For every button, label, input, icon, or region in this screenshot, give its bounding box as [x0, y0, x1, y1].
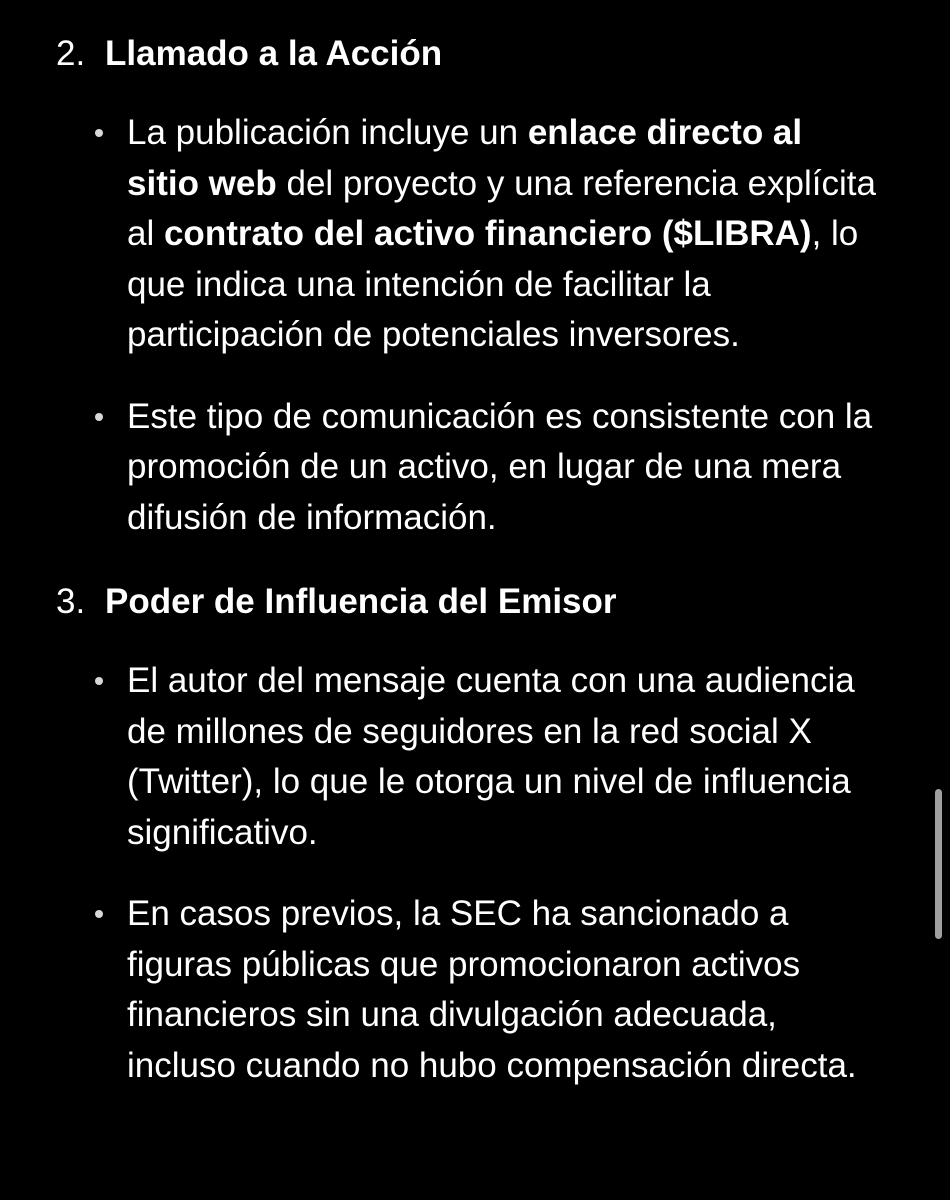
bullet-list [0, 108, 950, 543]
section-heading [0, 574, 950, 629]
text-segment: Este tipo de comunicación es consistente con la promoción de un activo, en lugar de una mera difusión de información. [127, 396, 873, 537]
list-item [0, 108, 950, 361]
bullet-text [127, 894, 857, 1085]
bullet-icon [95, 129, 103, 137]
document-content [0, 26, 950, 1122]
section-number: 3. [56, 582, 86, 621]
list-item [0, 889, 950, 1091]
section-heading [0, 26, 950, 81]
list-item [0, 656, 950, 858]
bold-segment: enlace directo al sitio web [127, 113, 803, 203]
text-segment: La publicación incluye un [127, 113, 528, 152]
bullet-icon [95, 677, 103, 685]
text-segment: del proyecto y una referencia explícita al [127, 163, 876, 253]
bullet-list [0, 656, 950, 1091]
text-segment: En casos previos, la SEC ha sancionado a figuras públicas que promocionaron activos financieros sin una divulgación adecuada, incluso cuando no hubo compensación directa. [127, 894, 857, 1085]
list-item [0, 392, 950, 544]
bold-segment: contrato del activo financiero ($LIBRA) [163, 214, 812, 253]
section-title: Poder de Influencia del Emisor [105, 582, 617, 621]
section-title: Llamado a la Acción [105, 34, 443, 73]
text-segment: El autor del mensaje cuenta con una audiencia de millones de seguidores en la red social X (Twitter), lo que le otorga un nivel de influencia significativo. [127, 661, 855, 852]
section-number: 2. [56, 34, 86, 73]
vertical-scrollbar[interactable] [935, 789, 942, 939]
section-llamado-a-la-accion [0, 26, 950, 543]
bullet-icon [95, 413, 103, 421]
text-segment: , lo que indica una intención de facilitar la participación de potenciales inversores. [127, 214, 859, 354]
bullet-text [127, 661, 855, 852]
section-poder-de-influencia [0, 574, 950, 1091]
bullet-text [127, 397, 872, 537]
bullet-text [127, 113, 876, 354]
bullet-icon [95, 910, 103, 918]
